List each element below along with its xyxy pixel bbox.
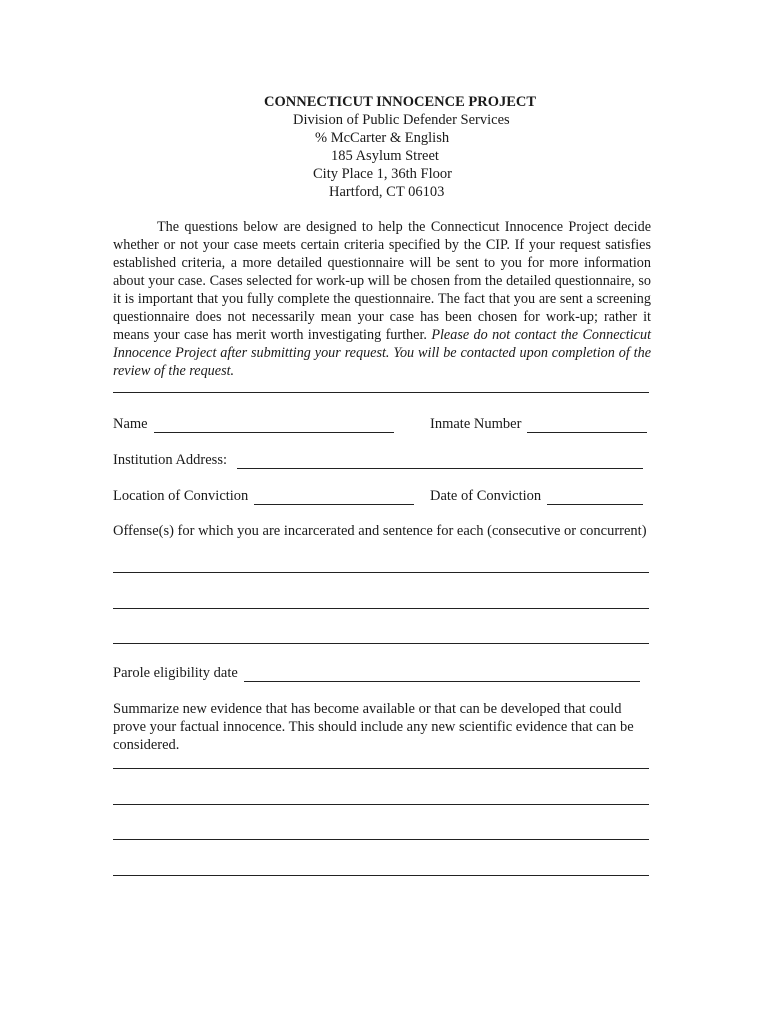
name-field[interactable] <box>113 415 394 433</box>
date-of-conviction-field[interactable] <box>430 487 643 505</box>
offenses-answer-line-1[interactable] <box>113 572 649 573</box>
care-of-line: % McCarter & English <box>315 130 450 146</box>
division-line: Division of Public Defender Services <box>293 112 510 128</box>
name-label: Name <box>113 416 148 432</box>
parole-eligibility-blank[interactable] <box>244 669 640 682</box>
evidence-answer-line-2[interactable] <box>113 804 649 805</box>
offenses-answer-line-2[interactable] <box>113 608 649 609</box>
evidence-answer-line-3[interactable] <box>113 839 649 840</box>
offenses-question: Offense(s) for which you are incarcerated and sentence for each (consecutive or concurrent) <box>113 523 647 539</box>
intro-body: The questions below are designed to help the Connecticut Innocence Project decide whether or not your case meets certain criteria specified by the CIP. If your request satisfies established criteria, a more detailed questionnaire will be sent to you for more information about your case. Cases selected for work-up will be chosen from the detailed questionnaire, so it is important that you fully complete the questionnaire. The fact that you are sent a screening questionnaire does not necessarily mean your case has been chosen for work-up; rather it means your case has merit worth investigating further. <box>113 219 651 343</box>
intro-paragraph <box>113 218 651 380</box>
parole-eligibility-label: Parole eligibility date <box>113 665 238 681</box>
inmate-number-field[interactable] <box>430 415 647 433</box>
organization-title: CONNECTICUT INNOCENCE PROJECT <box>264 94 537 110</box>
floor-line: City Place 1, 36th Floor <box>313 166 452 182</box>
inmate-number-blank[interactable] <box>527 420 647 433</box>
city-line: Hartford, CT 06103 <box>329 184 445 200</box>
institution-address-blank[interactable] <box>237 456 643 469</box>
inmate-number-label: Inmate Number <box>430 416 522 432</box>
evidence-answer-line-1[interactable] <box>113 768 649 769</box>
parole-eligibility-field[interactable] <box>113 664 640 682</box>
institution-address-label: Institution Address: <box>113 452 227 468</box>
date-of-conviction-label: Date of Conviction <box>430 488 542 504</box>
location-of-conviction-label: Location of Conviction <box>113 488 249 504</box>
section-divider <box>113 392 649 393</box>
institution-address-field[interactable] <box>113 451 643 469</box>
location-of-conviction-field[interactable] <box>113 487 414 505</box>
street-line: 185 Asylum Street <box>331 148 439 164</box>
intro-notice: Please do not contact the Connecticut Innocence Project after submitting your request. You will be contacted upon completion of the review of the request. <box>113 327 652 379</box>
name-blank[interactable] <box>154 420 394 433</box>
location-of-conviction-blank[interactable] <box>254 492 414 505</box>
evidence-answer-line-4[interactable] <box>113 875 649 876</box>
evidence-question: Summarize new evidence that has become available or that can be developed that could prove your factual innocence. This should include any new scientific evidence that can be considered. <box>113 701 634 753</box>
date-of-conviction-blank[interactable] <box>547 492 643 505</box>
offenses-answer-line-3[interactable] <box>113 643 649 644</box>
